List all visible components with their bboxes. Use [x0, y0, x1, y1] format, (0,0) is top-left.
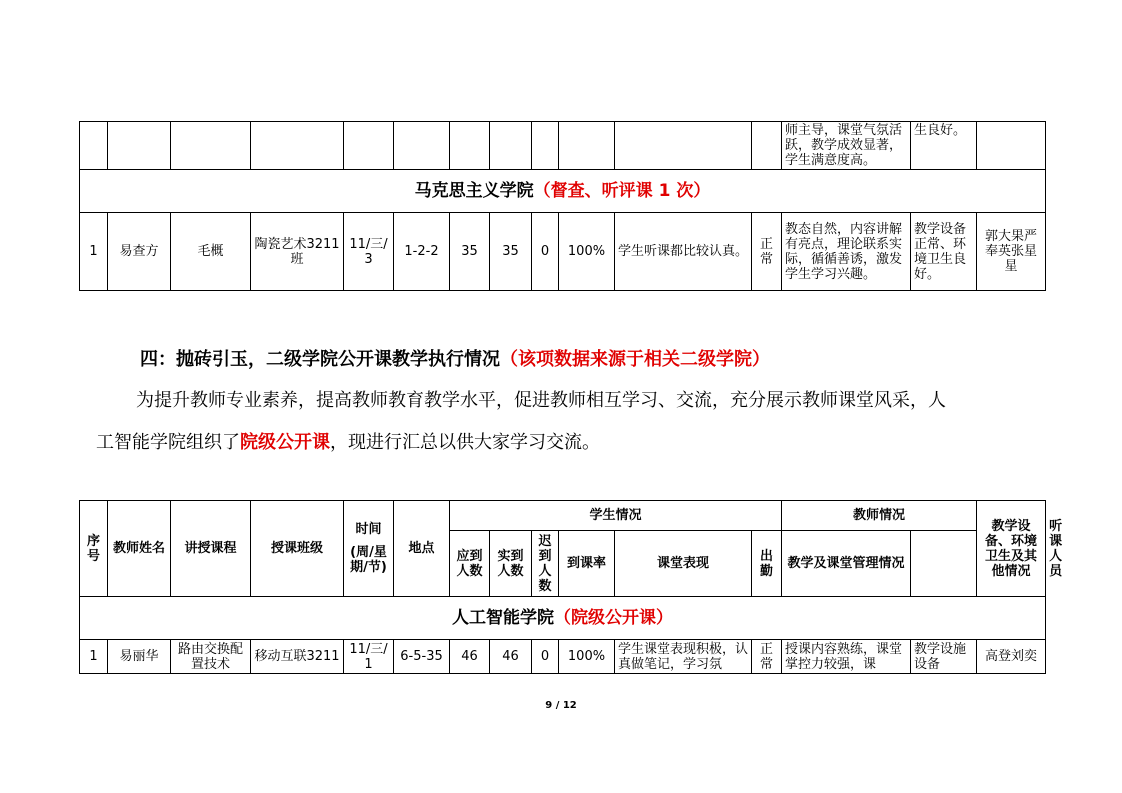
cell-actual: 46	[490, 640, 532, 674]
cell-management: 教态自然，内容讲解有亮点，理论联系实际，循循善诱，激发学生学习兴趣。	[782, 213, 911, 291]
cell-teacher: 易丽华	[108, 640, 171, 674]
section-heading	[140, 345, 770, 371]
cell-facility: 教学设备正常、环境卫生良好。	[911, 213, 977, 291]
header-late: 迟到人数	[532, 531, 559, 597]
header-class: 授课班级	[251, 501, 344, 597]
paragraph-line-1: 为提升教师专业素养，提高教师教育教学水平，促进教师相互学习、交流，充分展示教师课堂风采，人	[136, 390, 946, 411]
page-number: 9 / 12	[545, 700, 577, 711]
cell-listeners: 郭大果严奉英张星星	[977, 213, 1046, 291]
header-teacher: 教师姓名	[108, 501, 171, 597]
cell-no: 1	[80, 640, 108, 674]
section-title: 人工智能学院	[452, 607, 555, 628]
cell-class: 移动互联3211	[251, 640, 344, 674]
header-actual: 实到人数	[490, 531, 532, 597]
cell-rate: 100%	[559, 213, 615, 291]
header-place: 地点	[394, 501, 450, 597]
table-row	[80, 640, 1046, 674]
paragraph-line-2	[96, 428, 600, 454]
header-management: 教学及课堂管理情况	[782, 531, 911, 597]
cell-attendance: 正常	[752, 640, 782, 674]
header-student-group: 学生情况	[450, 501, 782, 531]
cell-place: 1-2-2	[394, 213, 450, 291]
cell-late: 0	[532, 213, 559, 291]
table-1	[79, 121, 1046, 291]
section-row	[80, 597, 1046, 640]
header-should: 应到人数	[450, 531, 490, 597]
cell-course: 毛概	[171, 213, 251, 291]
heading-note: （该项数据来源于相关二级学院）	[500, 349, 770, 370]
cell-teacher: 易查方	[108, 213, 171, 291]
cell-attendance: 正常	[752, 213, 782, 291]
paragraph-text: ，现进行汇总以供大家学习交流。	[330, 432, 600, 453]
cell-management: 授课内容熟练，课堂掌控力较强，课	[782, 640, 911, 674]
header-course: 讲授课程	[171, 501, 251, 597]
header-no: 序号	[80, 501, 108, 597]
cell-course: 路由交换配置技术	[171, 640, 251, 674]
section-note: （院级公开课）	[554, 607, 674, 628]
cell-actual: 35	[490, 213, 532, 291]
cell-should: 46	[450, 640, 490, 674]
section-row	[80, 170, 1046, 213]
cell-performance: 学生听课都比较认真。	[615, 213, 752, 291]
header-attendance: 出勤	[752, 531, 782, 597]
cell-time: 11/三/1	[344, 640, 394, 674]
cell-time: 11/三/3	[344, 213, 394, 291]
header-performance: 课堂表现	[615, 531, 752, 597]
header-time-title: 时间	[355, 522, 382, 537]
heading-text: 四：抛砖引玉，二级学院公开课教学执行情况	[140, 349, 500, 370]
header-time	[344, 501, 394, 597]
table-2	[79, 500, 1063, 674]
cell-listeners: 高登刘奕	[977, 640, 1046, 674]
header-teacher-group: 教师情况	[782, 501, 977, 531]
facility-cell: 生良好。	[911, 122, 977, 170]
cell-rate: 100%	[559, 640, 615, 674]
section-note: （督查、听评课 1 次）	[533, 180, 711, 201]
header-time-sub: (周/星期/节)	[350, 545, 387, 575]
header-facility: 教学设备、环境卫生及其他情况	[977, 501, 1046, 597]
cell-should: 35	[450, 213, 490, 291]
cell-late: 0	[532, 640, 559, 674]
management-cell: 师主导，课堂气氛活跃，教学成效显著，学生满意度高。	[782, 122, 911, 170]
cell-performance: 学生课堂表现积极，认真做笔记，学习氛	[615, 640, 752, 674]
table-row	[80, 213, 1046, 291]
highlight-text: 院级公开课	[240, 432, 330, 453]
cell-facility: 教学设施设备	[911, 640, 977, 674]
cell-place: 6-5-35	[394, 640, 450, 674]
table-row	[80, 122, 1046, 170]
cell-class: 陶瓷艺术3211 班	[251, 213, 344, 291]
header-row: 序号 教师姓名 讲授课程 授课班级 时间 (周/星期/节) 地点 学生情况 教师情况 教学设备、环境卫生及其他情况 听课人员	[80, 501, 1046, 531]
cell-no: 1	[80, 213, 108, 291]
header-rate: 到课率	[559, 531, 615, 597]
section-title: 马克思主义学院	[414, 180, 534, 201]
paragraph-text: 工智能学院组织了	[96, 432, 240, 453]
